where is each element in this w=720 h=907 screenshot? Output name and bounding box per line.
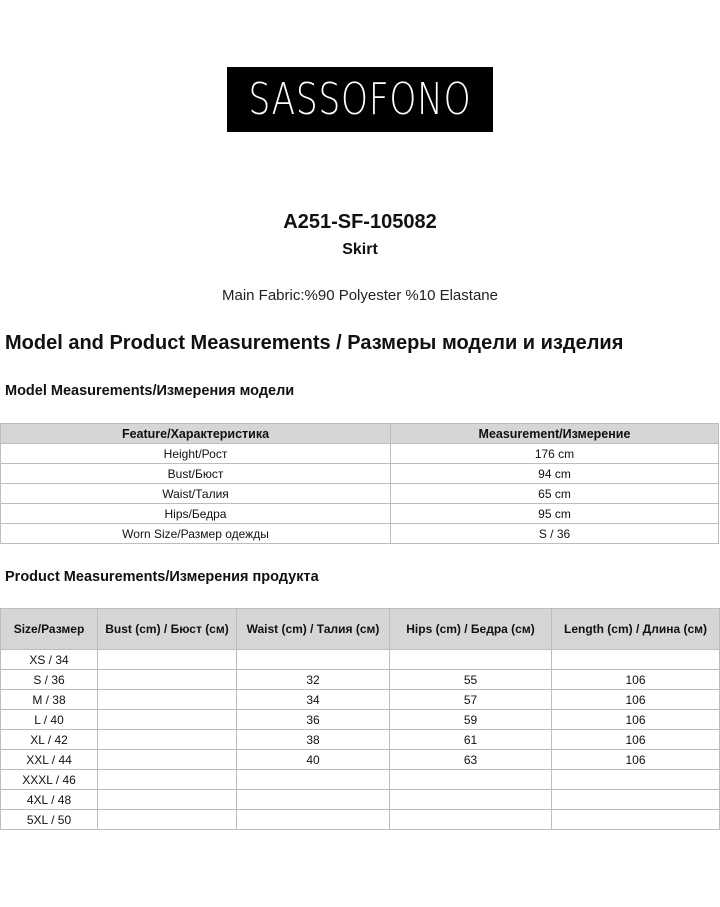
table-cell: 38 — [237, 730, 390, 750]
column-header-bust: Bust (cm) / Бюст (см) — [98, 609, 237, 650]
table-cell — [390, 770, 552, 790]
product-code: A251-SF-105082 — [283, 211, 437, 233]
column-header-size: Size/Размер — [1, 609, 98, 650]
table-cell — [98, 790, 237, 810]
table-cell — [390, 790, 552, 810]
table-row — [1, 770, 720, 790]
table-cell: 95 cm — [391, 504, 719, 524]
table-row — [1, 810, 720, 830]
table-cell — [552, 650, 720, 670]
table-cell: 59 — [390, 710, 552, 730]
table-cell — [237, 790, 390, 810]
table-cell: 63 — [390, 750, 552, 770]
table-cell: 94 cm — [391, 464, 719, 484]
model-measurements-table — [0, 423, 719, 544]
table-cell: 106 — [552, 690, 720, 710]
model-measurements-heading: Model Measurements/Измерения модели — [5, 383, 295, 399]
table-cell: 57 — [390, 690, 552, 710]
table-cell — [98, 670, 237, 690]
table-row — [1, 504, 719, 524]
table-cell: Bust/Бюст — [1, 464, 391, 484]
table-row — [1, 790, 720, 810]
product-measurements-table — [0, 608, 720, 830]
column-header-measurement: Measurement/Измерение — [391, 424, 719, 444]
product-measurements-heading: Product Measurements/Измерения продукта — [5, 569, 319, 585]
table-cell: 55 — [390, 670, 552, 690]
brand-logo — [227, 67, 493, 132]
table-cell — [98, 710, 237, 730]
table-cell: 4XL / 48 — [1, 790, 98, 810]
table-cell: Worn Size/Размер одежды — [1, 524, 391, 544]
table-cell: 65 cm — [391, 484, 719, 504]
table-cell — [98, 650, 237, 670]
table-cell: Height/Рост — [1, 444, 391, 464]
table-cell — [552, 770, 720, 790]
table-cell: XXXL / 46 — [1, 770, 98, 790]
column-header-waist: Waist (cm) / Талия (см) — [237, 609, 390, 650]
table-cell — [98, 810, 237, 830]
table-cell: XL / 42 — [1, 730, 98, 750]
table-cell: L / 40 — [1, 710, 98, 730]
brand-logo-text: SASSOFONO — [248, 74, 472, 125]
product-name: Skirt — [342, 241, 378, 258]
table-cell: 5XL / 50 — [1, 810, 98, 830]
table-cell: M / 38 — [1, 690, 98, 710]
table-cell — [98, 770, 237, 790]
table-cell: 34 — [237, 690, 390, 710]
fabric-composition: Main Fabric:%90 Polyester %10 Elastane — [222, 287, 498, 304]
table-row — [1, 444, 719, 464]
table-row — [1, 650, 720, 670]
table-cell: 106 — [552, 750, 720, 770]
table-cell: 106 — [552, 730, 720, 750]
table-cell — [98, 690, 237, 710]
table-cell — [98, 750, 237, 770]
table-cell: 36 — [237, 710, 390, 730]
table-cell: 106 — [552, 670, 720, 690]
column-header-length: Length (cm) / Длина (см) — [552, 609, 720, 650]
table-row — [1, 670, 720, 690]
table-cell: Waist/Талия — [1, 484, 391, 504]
table-cell: XS / 34 — [1, 650, 98, 670]
table-row — [1, 464, 719, 484]
table-cell — [390, 810, 552, 830]
table-row — [1, 710, 720, 730]
table-cell: S / 36 — [391, 524, 719, 544]
table-cell: 32 — [237, 670, 390, 690]
table-header-row — [1, 609, 720, 650]
table-row — [1, 690, 720, 710]
table-cell: 61 — [390, 730, 552, 750]
table-header-row — [1, 424, 719, 444]
table-cell: 40 — [237, 750, 390, 770]
page-title: Model and Product Measurements / Размеры модели и изделия — [5, 332, 624, 354]
table-cell — [237, 770, 390, 790]
table-cell — [98, 730, 237, 750]
table-cell — [237, 810, 390, 830]
column-header-feature: Feature/Характеристика — [1, 424, 391, 444]
column-header-hips: Hips (cm) / Бедра (см) — [390, 609, 552, 650]
table-cell: 106 — [552, 710, 720, 730]
table-cell: XXL / 44 — [1, 750, 98, 770]
table-cell — [237, 650, 390, 670]
table-cell — [552, 790, 720, 810]
table-cell: 176 cm — [391, 444, 719, 464]
table-cell: S / 36 — [1, 670, 98, 690]
table-row — [1, 730, 720, 750]
table-cell: Hips/Бедра — [1, 504, 391, 524]
table-row — [1, 484, 719, 504]
table-cell — [552, 810, 720, 830]
table-row — [1, 750, 720, 770]
table-row — [1, 524, 719, 544]
table-cell — [390, 650, 552, 670]
